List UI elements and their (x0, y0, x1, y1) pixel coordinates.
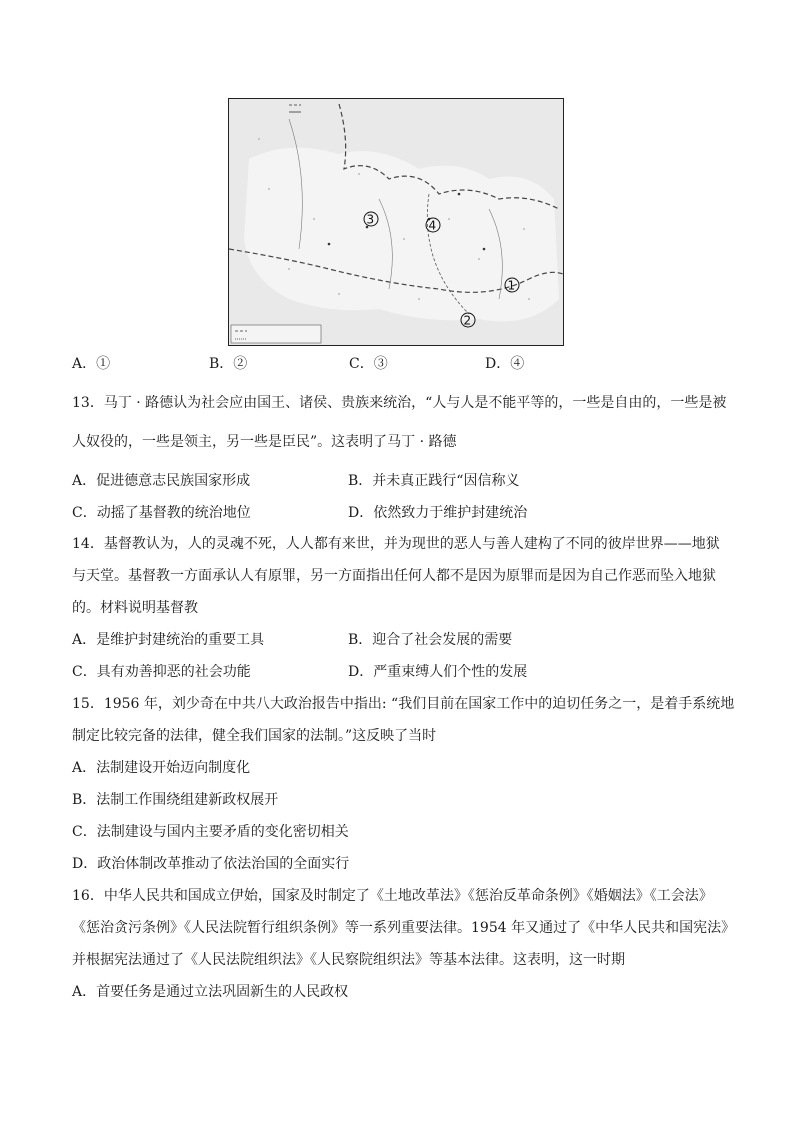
q13-stem-line1: 13．马丁 · 路德认为社会应由国王、诸侯、贵族来统治，“人与人是不能平等的，一些是自由的，一些是被 (72, 395, 727, 411)
q13-option-d[interactable]: D．依然致力于维护封建统治 (348, 505, 528, 521)
svg-text:2: 2 (463, 313, 472, 328)
q15-option-b[interactable]: B．法制工作围绕组建新政权展开 (72, 792, 279, 808)
svg-text:4: 4 (428, 218, 437, 233)
q16-stem-line3: 并根据宪法通过了《人民法院组织法》《人民察院组织法》等基本法律。这表明，这一时期 (72, 952, 625, 968)
q14-option-d[interactable]: D．严重束缚人们个性的发展 (348, 664, 528, 680)
map-svg (229, 99, 563, 345)
q14-option-c[interactable]: C．具有劝善抑恶的社会功能 (72, 664, 251, 680)
historical-map (228, 98, 564, 346)
q12-option-c[interactable]: C．③ (349, 356, 388, 372)
q16-option-a[interactable]: A．首要任务是通过立法巩固新生的人民政权 (72, 984, 349, 1000)
q13-option-a[interactable]: A．促进德意志民族国家形成 (72, 473, 251, 489)
q15-option-c[interactable]: C．法制建设与国内主要矛盾的变化密切相关 (72, 824, 349, 840)
q13-stem-line2: 人奴役的，一些是领主，另一些是臣民”。这表明了马丁 · 路德 (72, 434, 457, 450)
q12-option-a[interactable]: A．① (72, 356, 111, 372)
q13-option-c[interactable]: C．动摇了基督教的统治地位 (72, 505, 251, 521)
q15-stem-line2: 制定比较完备的法律，健全我们国家的法制。”这反映了当时 (72, 728, 437, 744)
q14-option-a[interactable]: A．是维护封建统治的重要工具 (72, 632, 265, 648)
q12-option-d[interactable]: D．④ (485, 356, 525, 372)
q14-stem-line1: 14．基督教认为，人的灵魂不死，人人都有来世，并为现世的恶人与善人建构了不同的彼岸世界——地狱 (72, 536, 720, 552)
q13-option-b[interactable]: B．并未真正践行“因信称义 (348, 473, 520, 489)
q16-stem-line1: 16．中华人民共和国成立伊始，国家及时制定了《土地改革法》《惩治反革命条例》《婚姻法》《工会法》 (72, 888, 713, 904)
svg-text:3: 3 (366, 212, 375, 227)
q12-option-b[interactable]: B．② (209, 356, 248, 372)
q14-stem-line2: 与天堂。基督教一方面承认人有原罪，另一方面指出任何人都不是因为原罪而是因为自己作恶而坠入地狱 (72, 568, 716, 584)
q14-stem-line3: 的。材料说明基督教 (72, 600, 198, 616)
q15-stem-line1: 15．1956 年，刘少奇在中共八大政治报告中指出: “我们目前在国家工作中的迫切任务之一，是着手系统地 (72, 696, 735, 712)
svg-text:1: 1 (507, 278, 516, 293)
q16-stem-line2: 《惩治贪污条例》《人民法院暂行组织条例》等一系列重要法律。1954 年又通过了《中华人民共和国宪法》 (72, 920, 736, 936)
q14-option-b[interactable]: B．迎合了社会发展的需要 (348, 632, 513, 648)
q15-option-d[interactable]: D．政治体制改革推动了依法治国的全面实行 (72, 856, 350, 872)
q15-option-a[interactable]: A．法制建设开始迈向制度化 (72, 760, 251, 776)
